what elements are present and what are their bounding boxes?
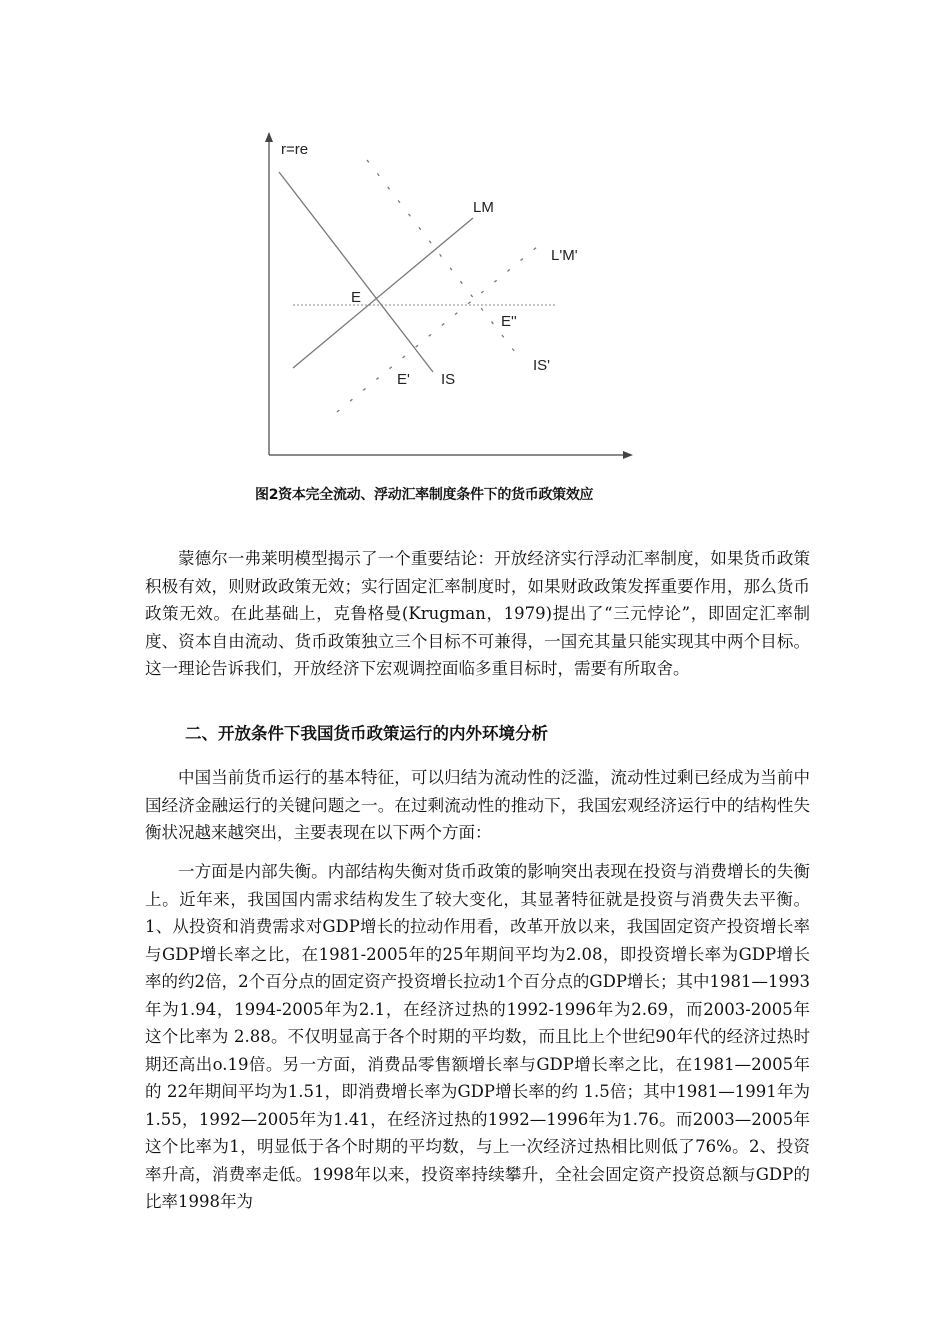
- figure-caption: 图2资本完全流动、浮动汇率制度条件下的货币政策效应: [255, 487, 594, 503]
- x-axis-arrow-icon: [623, 451, 633, 459]
- point-e-label: E: [351, 289, 362, 306]
- paragraph-internal-imbalance: 一方面是内部失衡。内部结构失衡对货币政策的影响突出表现在投资与消费增长的失衡上。近年来，我国国内需求结构发生了较大变化，其显著特征就是投资与消费失去平衡。1、从投资和消费需求对GDP增长的拉动作用看，改革开放以来，我国固定资产投资增长率与GDP增长率之比，在1981-2005年的25年期间平均为2.08，即投资增长率为GDP增长率的约2倍，2个百分点的固定资产投资增长拉动1个百分点的GDP增长；其中1981—1993年为1.94，1994-2005年为2.1，在经济过热的1992-1996年为2.69，而2003-2005年这个比率为 2.88。不仅明显高于各个时期的平均数，而且比上个世纪90年代的经济过热时期还高出o.19倍。另一方面，消费品零售额增长率与GDP增长率之比，在1981—2005年的 22年期间平均为1.51，即消费增长率为GDP增长率的约 1.5倍；其中1981—1991年为1.55，1992—2005年为1.41，在经济过热的1992—1996年为1.76。而2003—2005年这个比率为1，明显低于各个时期的平均数，与上一次经济过热相比则低了76%。2、投资率升高，消费率走低。1998年以来，投资率持续攀升，全社会固定资产投资总额与GDP的比率1998年为: [145, 862, 810, 1211]
- is-shifted-curve: [367, 160, 515, 352]
- figure-is-lm-diagram: [255, 130, 655, 475]
- paragraph-liquidity: 中国当前货币运行的基本特征，可以归结为流动性的泛滥，流动性过剩已经成为当前中国经济金融运行的关键问题之一。在过剩流动性的推动下，我国宏观经济运行中的结构性失衡状况越来越突出，主要表现在以下两个方面：: [145, 768, 810, 842]
- lm-shifted-label: L'M': [551, 247, 578, 264]
- point-e1-label: E': [397, 371, 410, 388]
- paragraph-mundell-fleming: 蒙德尔一弗莱明模型揭示了一个重要结论：开放经济实行浮动汇率制度，如果货币政策积极有效，则财政政策无效；实行固定汇率制度时，如果财政政策发挥重要作用，那么货币政策无效。在此基础上，克鲁格曼(Krugman，1979)提出了“三元悖论”，即固定汇率制度、资本自由流动、货币政策独立三个目标不可兼得，一国充其量只能实现其中两个目标。这一理论告诉我们，开放经济下宏观调控面临多重目标时，需要有所取舍。: [145, 549, 810, 678]
- section-heading: 二、开放条件下我国货币政策运行的内外环境分析: [185, 724, 548, 743]
- y-axis-label: r=re: [281, 141, 309, 158]
- lm-label: LM: [473, 199, 494, 216]
- is-shifted-label: IS': [533, 357, 551, 374]
- lm-curve: [293, 218, 473, 368]
- is-curve: [279, 172, 433, 372]
- point-e2-label: E'': [501, 313, 517, 330]
- is-label: IS: [441, 371, 456, 388]
- y-axis-arrow-icon: [265, 132, 273, 142]
